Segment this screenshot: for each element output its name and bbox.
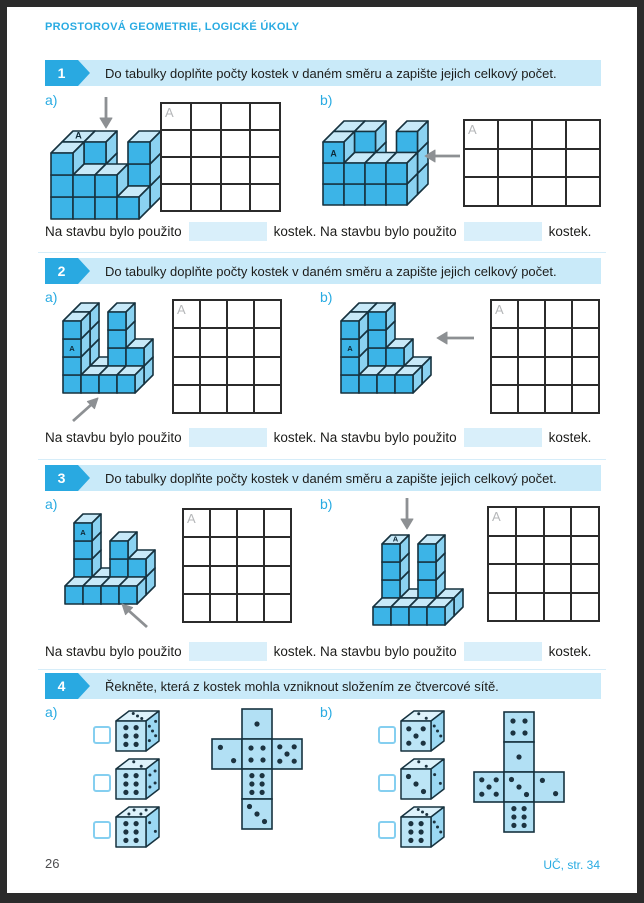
die-option-b3 xyxy=(398,804,447,850)
grid-cell[interactable] xyxy=(250,103,280,130)
grid-cell[interactable] xyxy=(491,328,518,356)
die-checkbox-a1[interactable] xyxy=(93,726,111,744)
part-label-1a: a) xyxy=(45,92,58,108)
grid-cell[interactable] xyxy=(571,507,599,536)
task-instruction-3: Do tabulky doplňte počty kostek v daném směru a zapište jejich celkový počet. xyxy=(105,470,557,486)
die-checkbox-a3[interactable] xyxy=(93,821,111,839)
grid-cell[interactable] xyxy=(210,537,237,565)
part-label-4b: b) xyxy=(320,704,333,720)
answer-input-box[interactable] xyxy=(189,428,267,447)
svg-text:A: A xyxy=(69,344,75,354)
answer-input-box[interactable] xyxy=(464,222,542,241)
count-grid-1b xyxy=(463,119,601,207)
grid-cell[interactable] xyxy=(498,120,532,149)
grid-cell[interactable] xyxy=(491,357,518,385)
grid-cell[interactable] xyxy=(200,328,227,356)
die-checkbox-b2[interactable] xyxy=(378,774,396,792)
grid-cell[interactable] xyxy=(250,157,280,184)
answer-input-box[interactable] xyxy=(464,642,542,661)
grid-cell[interactable] xyxy=(200,357,227,385)
grid-cell[interactable] xyxy=(183,566,210,594)
grid-cell[interactable] xyxy=(498,149,532,178)
grid-cell[interactable] xyxy=(237,566,264,594)
grid-cell[interactable] xyxy=(518,300,545,328)
grid-cell[interactable] xyxy=(227,357,254,385)
arrow-left-icon xyxy=(424,149,462,163)
grid-cell[interactable] xyxy=(161,157,191,184)
grid-cell[interactable] xyxy=(532,120,566,149)
count-grid-3a xyxy=(182,508,292,623)
arrow-down-icon xyxy=(97,95,115,129)
grid-cell[interactable] xyxy=(572,385,599,413)
grid-cell[interactable] xyxy=(191,184,221,211)
task-banner-4 xyxy=(45,673,601,699)
task-number-badge-1 xyxy=(45,60,78,86)
count-grid-1a xyxy=(160,102,281,212)
grid-cell[interactable] xyxy=(532,177,566,206)
grid-cell[interactable] xyxy=(183,509,210,537)
grid-cell[interactable] xyxy=(488,593,516,622)
grid-cell[interactable] xyxy=(491,385,518,413)
answer-suffix: kostek. xyxy=(548,644,592,659)
grid-cell[interactable] xyxy=(566,149,600,178)
cube-structure-1a xyxy=(48,128,164,222)
answer-suffix: kostek. xyxy=(273,430,317,445)
answer-line-2b xyxy=(320,428,591,447)
grid-cell[interactable] xyxy=(221,103,251,130)
die-option-b2 xyxy=(398,756,447,802)
task-instruction-4: Řekněte, která z kostek mohla vzniknout složením ze čtvercové sítě. xyxy=(105,678,499,694)
grid-cell[interactable] xyxy=(516,507,544,536)
task-number-badge-4 xyxy=(45,673,78,699)
answer-line-1b xyxy=(320,222,591,241)
grid-cell[interactable] xyxy=(210,509,237,537)
grid-cell[interactable] xyxy=(210,566,237,594)
die-checkbox-b1[interactable] xyxy=(378,726,396,744)
grid-cell[interactable] xyxy=(488,507,516,536)
grid-cell[interactable] xyxy=(464,120,498,149)
svg-text:A: A xyxy=(330,148,337,159)
answer-input-box[interactable] xyxy=(464,428,542,447)
answer-input-box[interactable] xyxy=(189,642,267,661)
task-banner-3 xyxy=(45,465,601,491)
grid-cell[interactable] xyxy=(516,593,544,622)
arrow-down-icon xyxy=(398,496,416,530)
grid-cell[interactable] xyxy=(544,536,572,565)
grid-cell[interactable] xyxy=(464,149,498,178)
answer-suffix: kostek. xyxy=(273,224,317,239)
grid-cell[interactable] xyxy=(532,149,566,178)
answer-prefix: Na stavbu bylo použito xyxy=(45,224,182,239)
grid-cell[interactable] xyxy=(237,509,264,537)
answer-prefix: Na stavbu bylo použito xyxy=(45,644,182,659)
grid-cell[interactable] xyxy=(161,184,191,211)
grid-cell[interactable] xyxy=(545,300,572,328)
answer-prefix: Na stavbu bylo použito xyxy=(320,224,457,239)
grid-cell[interactable] xyxy=(221,157,251,184)
grid-cell[interactable] xyxy=(516,536,544,565)
grid-cell[interactable] xyxy=(250,184,280,211)
grid-cell[interactable] xyxy=(227,385,254,413)
arrow-up-left-icon xyxy=(120,602,150,630)
section-divider xyxy=(38,669,606,670)
arrow-up-right-icon xyxy=(70,396,100,424)
count-grid-3b xyxy=(487,506,600,622)
grid-cell[interactable] xyxy=(545,328,572,356)
count-grid-2b xyxy=(490,299,600,414)
part-label-1b: b) xyxy=(320,92,333,108)
answer-suffix: kostek. xyxy=(273,644,317,659)
grid-cell[interactable] xyxy=(254,357,281,385)
grid-corner-label: A xyxy=(187,511,196,526)
grid-cell[interactable] xyxy=(491,300,518,328)
grid-cell[interactable] xyxy=(183,594,210,622)
grid-cell[interactable] xyxy=(544,593,572,622)
grid-cell[interactable] xyxy=(516,564,544,593)
grid-cell[interactable] xyxy=(566,120,600,149)
grid-cell[interactable] xyxy=(173,328,200,356)
grid-corner-label: A xyxy=(468,122,477,137)
textbook-reference: UČ, str. 34 xyxy=(543,858,600,872)
task-number: 3 xyxy=(57,470,66,486)
die-option-b1 xyxy=(398,708,447,754)
answer-line-2a xyxy=(45,428,316,447)
grid-cell[interactable] xyxy=(200,385,227,413)
grid-cell[interactable] xyxy=(571,593,599,622)
cube-net-a xyxy=(210,707,304,831)
grid-cell[interactable] xyxy=(191,157,221,184)
grid-cell[interactable] xyxy=(498,177,532,206)
grid-cell[interactable] xyxy=(210,594,237,622)
grid-cell[interactable] xyxy=(566,177,600,206)
cube-structure-2a xyxy=(60,300,156,396)
grid-cell[interactable] xyxy=(161,130,191,157)
answer-suffix: kostek. xyxy=(548,224,592,239)
svg-text:A: A xyxy=(80,528,86,538)
grid-cell[interactable] xyxy=(173,357,200,385)
grid-cell[interactable] xyxy=(571,564,599,593)
grid-cell[interactable] xyxy=(191,103,221,130)
die-option-a2 xyxy=(113,756,162,802)
grid-cell[interactable] xyxy=(264,566,291,594)
grid-cell[interactable] xyxy=(545,357,572,385)
answer-input-box[interactable] xyxy=(189,222,267,241)
grid-cell[interactable] xyxy=(518,385,545,413)
grid-corner-label: A xyxy=(165,105,174,120)
task-number: 4 xyxy=(57,678,66,694)
grid-corner-label: A xyxy=(177,302,186,317)
grid-cell[interactable] xyxy=(488,564,516,593)
die-option-a3 xyxy=(113,804,162,850)
grid-cell[interactable] xyxy=(518,357,545,385)
task-number: 1 xyxy=(57,65,66,81)
cube-structure-1b xyxy=(320,118,431,208)
cube-structure-2b xyxy=(338,300,434,396)
grid-cell[interactable] xyxy=(250,130,280,157)
part-label-3b: b) xyxy=(320,496,333,512)
arrow-left-icon xyxy=(436,331,476,345)
svg-text:A: A xyxy=(347,344,353,354)
die-option-a1 xyxy=(113,708,162,754)
grid-cell[interactable] xyxy=(237,594,264,622)
grid-cell[interactable] xyxy=(254,328,281,356)
grid-cell[interactable] xyxy=(572,300,599,328)
grid-cell[interactable] xyxy=(264,509,291,537)
svg-text:A: A xyxy=(75,130,82,141)
grid-cell[interactable] xyxy=(221,184,251,211)
grid-cell[interactable] xyxy=(221,130,251,157)
grid-cell[interactable] xyxy=(227,300,254,328)
task-instruction-2: Do tabulky doplňte počty kostek v daném směru a zapište jejich celkový počet. xyxy=(105,263,557,279)
grid-cell[interactable] xyxy=(264,537,291,565)
grid-cell[interactable] xyxy=(237,537,264,565)
grid-corner-label: A xyxy=(492,509,501,524)
part-label-4a: a) xyxy=(45,704,58,720)
grid-cell[interactable] xyxy=(254,300,281,328)
task-number-badge-2 xyxy=(45,258,78,284)
page-title: PROSTOROVÁ GEOMETRIE, LOGICKÉ ÚKOLY xyxy=(45,21,300,33)
grid-cell[interactable] xyxy=(173,385,200,413)
grid-cell[interactable] xyxy=(571,536,599,565)
answer-prefix: Na stavbu bylo použito xyxy=(320,644,457,659)
answer-suffix: kostek. xyxy=(548,430,592,445)
grid-cell[interactable] xyxy=(227,328,254,356)
part-label-2b: b) xyxy=(320,289,333,305)
count-grid-2a xyxy=(172,299,282,414)
die-checkbox-a2[interactable] xyxy=(93,774,111,792)
cube-structure-3b xyxy=(370,532,466,628)
grid-cell[interactable] xyxy=(544,507,572,536)
grid-cell[interactable] xyxy=(572,357,599,385)
die-checkbox-b3[interactable] xyxy=(378,821,396,839)
page-number: 26 xyxy=(45,856,60,871)
part-label-3a: a) xyxy=(45,496,58,512)
answer-line-1a xyxy=(45,222,316,241)
answer-line-3a xyxy=(45,642,316,661)
grid-cell[interactable] xyxy=(464,177,498,206)
answer-prefix: Na stavbu bylo použito xyxy=(320,430,457,445)
section-divider xyxy=(38,252,606,253)
task-banner-1 xyxy=(45,60,601,86)
cube-structure-3a xyxy=(62,511,158,607)
grid-cell[interactable] xyxy=(183,537,210,565)
section-divider xyxy=(38,459,606,460)
grid-cell[interactable] xyxy=(572,328,599,356)
part-label-2a: a) xyxy=(45,289,58,305)
answer-prefix: Na stavbu bylo použito xyxy=(45,430,182,445)
cube-net-b xyxy=(472,710,566,834)
grid-cell[interactable] xyxy=(254,385,281,413)
grid-cell[interactable] xyxy=(544,564,572,593)
task-banner-2 xyxy=(45,258,601,284)
grid-cell[interactable] xyxy=(264,594,291,622)
task-instruction-1: Do tabulky doplňte počty kostek v daném směru a zapište jejich celkový počet. xyxy=(105,65,557,81)
grid-cell[interactable] xyxy=(518,328,545,356)
task-number: 2 xyxy=(57,263,66,279)
answer-line-3b xyxy=(320,642,591,661)
task-number-badge-3 xyxy=(45,465,78,491)
grid-cell[interactable] xyxy=(200,300,227,328)
grid-cell[interactable] xyxy=(488,536,516,565)
grid-cell[interactable] xyxy=(545,385,572,413)
grid-cell[interactable] xyxy=(191,130,221,157)
grid-cell[interactable] xyxy=(161,103,191,130)
grid-corner-label: A xyxy=(495,302,504,317)
grid-cell[interactable] xyxy=(173,300,200,328)
svg-text:A: A xyxy=(392,534,399,544)
